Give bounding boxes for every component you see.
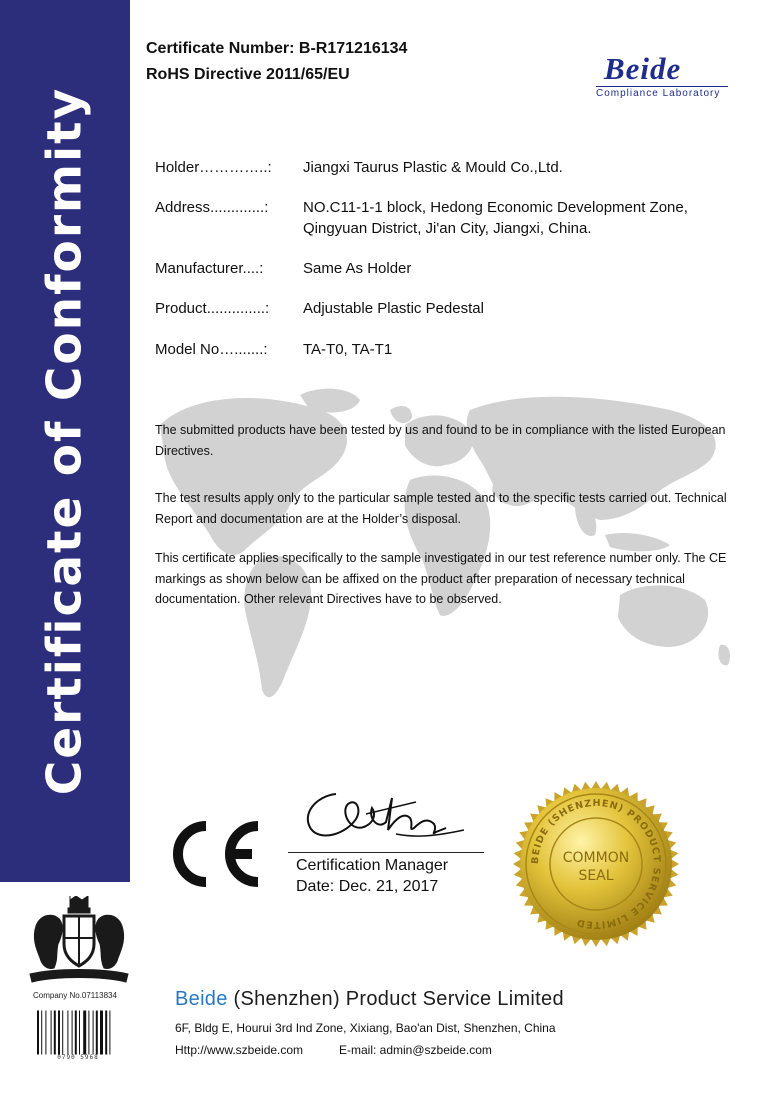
signer-title: Certification Manager xyxy=(296,857,449,874)
holder-value: Jiangxi Taurus Plastic & Mould Co.,Ltd. xyxy=(303,159,563,176)
product-label: Product..............: xyxy=(155,300,270,317)
royal-coat-of-arms-icon xyxy=(26,896,132,988)
gold-seal-icon xyxy=(512,780,680,948)
logo-subtitle: Compliance Laboratory xyxy=(596,86,728,100)
compliance-paragraph: The submitted products have been tested by us and found to be in compliance with the listed European Directives. xyxy=(155,423,726,458)
ce-mark-icon xyxy=(162,818,262,890)
manufacturer-value: Same As Holder xyxy=(303,260,412,277)
address-label: Address.............: xyxy=(155,199,269,216)
address-value: NO.C11-1-1 block, Hedong Economic Development Zone, Qingyuan District, Ji'an City, Jiangxi, China. xyxy=(303,199,688,237)
model-value: TA-T0, TA-T1 xyxy=(303,341,393,358)
company-number: Company No.07113834 xyxy=(33,991,117,1000)
logo-wordmark: Beide xyxy=(604,51,682,86)
company-brand: Beide xyxy=(175,988,228,1010)
certificate-number: Certificate Number: B-R171216134 xyxy=(146,40,408,57)
seal-ring-text: BEIDE (SHENZHEN) PRODUCT SERVICE LIMITED xyxy=(529,797,663,931)
directive-title: RoHS Directive 2011/65/EU xyxy=(146,66,350,83)
company-address: 6F, Bldg E, Hourui 3rd Ind Zone, Xixiang, Bao'an Dist, Shenzhen, China xyxy=(175,1021,556,1035)
seal-center-line2: SEAL xyxy=(578,868,614,884)
scope-paragraph: The test results apply only to the particular sample tested and to the specific tests carried out. Technical Report and documentation are at the Holder’s disposal. xyxy=(155,491,727,526)
holder-label: Holder…………..: xyxy=(155,159,272,176)
signature-line xyxy=(288,852,484,853)
barcode-icon xyxy=(36,1006,120,1061)
company-email: E-mail: admin@szbeide.com xyxy=(339,1043,492,1057)
seal-center-line1: COMMON xyxy=(562,850,630,866)
product-value: Adjustable Plastic Pedestal xyxy=(303,300,484,317)
company-name-rest: (Shenzhen) Product Service Limited xyxy=(227,988,564,1010)
sidebar-title: Certificate of Conformity xyxy=(37,86,93,796)
issue-date: Date: Dec. 21, 2017 xyxy=(296,878,439,895)
manager-signature xyxy=(296,784,476,848)
model-label: Model No….......: xyxy=(155,341,268,358)
manufacturer-label: Manufacturer....: xyxy=(155,260,264,277)
sidebar-band xyxy=(0,0,130,882)
barcode-digits: 0790 5968 xyxy=(57,1054,99,1061)
company-website: Http://www.szbeide.com xyxy=(175,1043,304,1057)
company-name xyxy=(175,988,564,1011)
beide-logo xyxy=(596,51,736,100)
markings-paragraph: This certificate applies specifically to the sample investigated in our test reference number only. The CE markings as shown below can be affixed on the product after preparation of necessary technical documentation. Other relevant Directives have to be observed. xyxy=(155,551,727,606)
